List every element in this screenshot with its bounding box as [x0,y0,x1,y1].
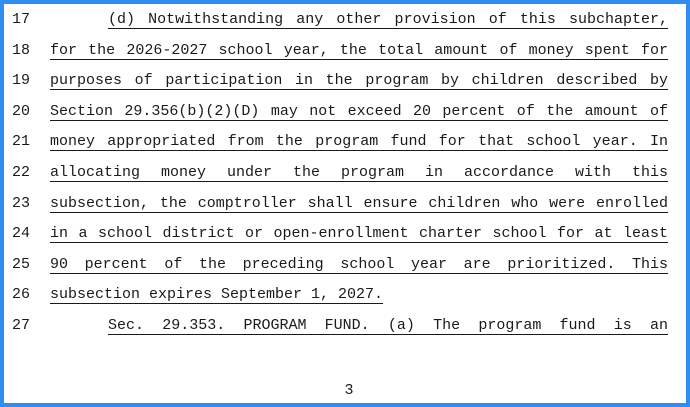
text-line [8,253,690,279]
line-text: in a school district or open-enrollment charter school for at least [50,225,668,242]
line-number: 25 [12,256,31,273]
line-text: subsection, the comptroller shall ensure children who were enrolled [50,195,668,212]
line-text: Sec. 29.353. PROGRAM FUND. (a) The program fund is an [108,317,668,334]
page-number: 3 [344,382,354,399]
line-text: 90 percent of the preceding school year are prioritized. This [50,256,668,273]
line-number: 26 [12,286,31,303]
line-text: subsection expires September 1, 2027. [50,286,384,303]
text-line [8,69,690,95]
text-line [8,8,690,34]
line-number: 18 [12,42,31,59]
line-number: 20 [12,103,31,120]
line-text: money appropriated from the program fund for that school year. In [50,133,668,150]
line-number: 23 [12,195,31,212]
line-number: 22 [12,164,31,181]
text-line [8,130,690,156]
line-number: 17 [12,11,31,28]
line-number: 21 [12,133,31,150]
text-line [8,161,690,187]
line-number: 24 [12,225,31,242]
text-line [8,192,690,218]
text-line [8,39,690,65]
line-number: 19 [12,72,31,89]
line-text: Section 29.356(b)(2)(D) may not exceed 20 percent of the amount of [50,103,668,120]
text-line [8,314,690,340]
line-text: (d) Notwithstanding any other provision of this subchapter, [108,11,668,28]
text-line [8,222,690,248]
text-line [8,283,690,309]
line-text: purposes of participation in the program by children described by [50,72,668,89]
line-text: for the 2026-2027 school year, the total amount of money spent for [50,42,668,59]
document-page [8,8,690,407]
line-number: 27 [12,317,31,334]
line-text: allocating money under the program in accordance with this [50,164,668,181]
text-line [8,100,690,126]
